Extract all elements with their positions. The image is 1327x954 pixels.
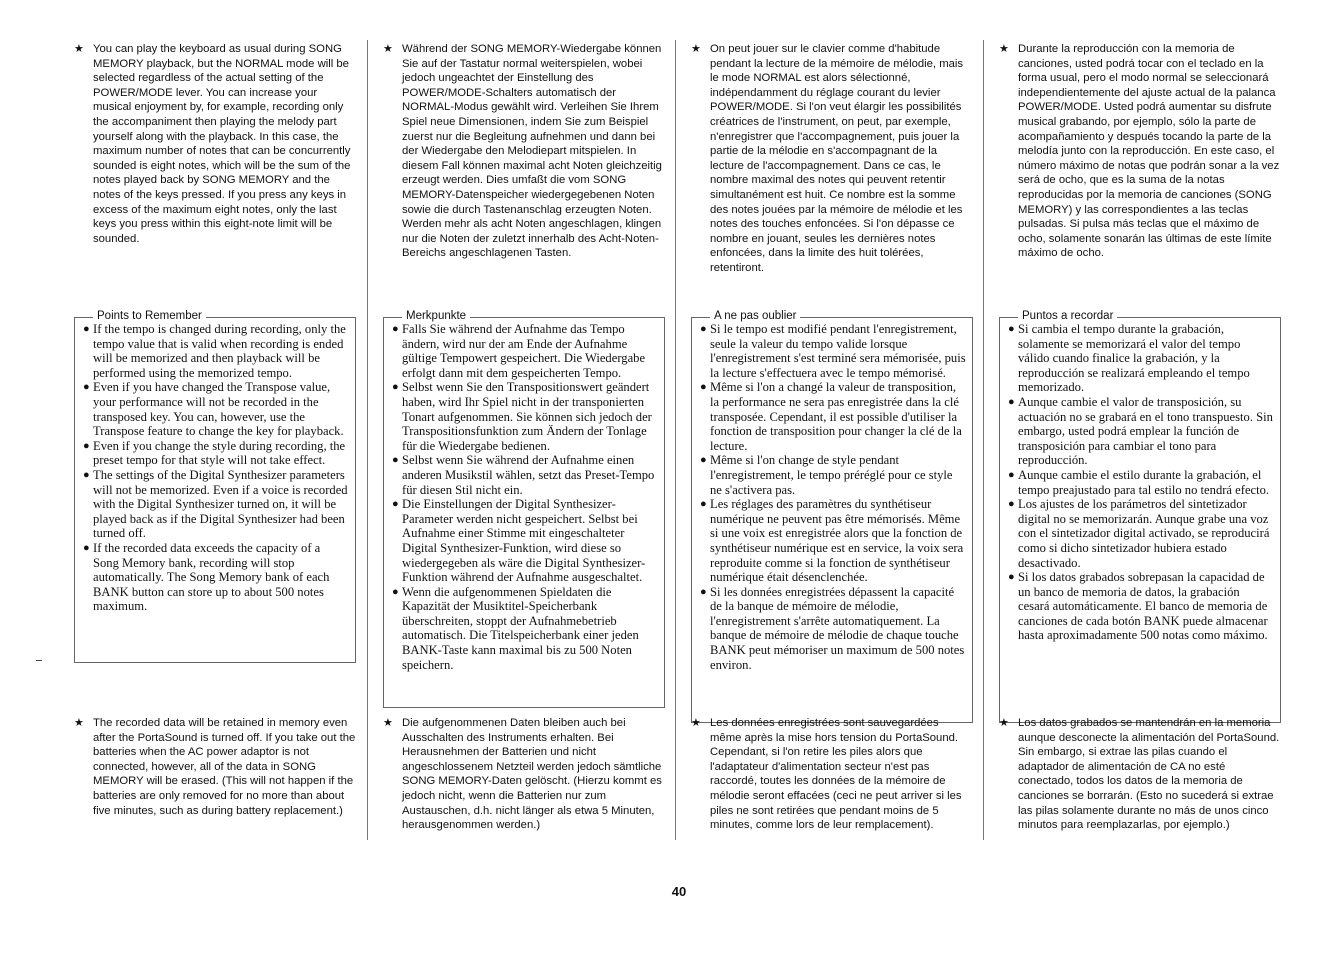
list-item: ● Selbst wenn Sie den Transpositionswert geändert haben, wird Ihr Spiel nicht in der transponierten Tonart aufgenommen. Sie können sich jedoch der Transpositionsfunktion zum Ändern der Tonlage für die Wiedergabe bedienen. — [392, 380, 652, 453]
column-divider — [367, 40, 368, 840]
list-item: ● Aunque cambie el valor de transposición, su actuación no se grabará en el tono transpuesto. Sin embargo, usted podrá emplear la función de transposición para cambiar el tono para reproducción. — [1008, 394, 1273, 468]
list-item: ● If the tempo is changed during recording, only the tempo value that is valid when recording is ended will be memorized and then playback will be performed using the memorized tempo. — [83, 322, 346, 380]
intro-paragraph — [74, 42, 356, 246]
list-item: ● Die Einstellungen der Digital Synthesizer-Parameter werden nicht gespeichert. Selbst bei Aufnahme einer Stimme mit eingeschalteter Digital Synthesizer-Funktion, wird diese so wiedergegeben als wäre die Digital Synthesizer-Funktion während der Aufnahme ausgeschaltet. — [392, 497, 646, 585]
outro-paragraph — [74, 716, 356, 818]
list-item: ● Even if you have changed the Transpose value, your performance will not be recorded in the transposed key. You can, however, use the Transpose feature to change the key for playback. — [83, 380, 344, 439]
bullet-icon: ● — [700, 585, 707, 598]
intro-paragraph — [691, 42, 973, 276]
list-item: ● Si cambia el tempo durante la grabación, solamente se memorizará el valor del tempo válido cuando finalice la grabación, y la reproducción se realizará empleando el tempo memorizado. — [1008, 322, 1250, 395]
star-icon: ★ — [383, 717, 393, 729]
points-list — [392, 322, 658, 672]
outro-text: The recorded data will be retained in memory even after the PortaSound is turned off. If you take out the batteries when the AC power adaptor is not connected, however, all of the data in SONG MEMORY will be erased. (This will not happen if the batteries are only removed for no more than about five minutes, such as during battery replacement.) — [93, 717, 356, 817]
bullet-icon: ● — [83, 541, 90, 554]
bullet-icon: ● — [392, 381, 399, 394]
points-box — [383, 310, 665, 708]
list-item: ● Même si l'on a changé la valeur de transposition, la performance ne sera pas enregistrée dans la clé transposée. Cependant, il est possible d'utiliser la fonction de transposition pour changer la clé de la lecture. — [700, 380, 962, 453]
list-item: ● Si les données enregistrées dépassent la capacité de la banque de mémoire de mélodie, l'enregistrement s'arrête automatiquement. La banque de mémoire de mélodie de chaque touche BANK peut mémoriser un maximum de 500 notes environ. — [700, 584, 965, 672]
margin-mark — [36, 660, 42, 661]
list-item: ● If the recorded data exceeds the capacity of a Song Memory bank, recording will stop automatically. The Song Memory bank of each BANK button can store up to about 500 notes maximum. — [83, 540, 330, 614]
bullet-icon: ● — [1008, 323, 1015, 335]
bullet-icon: ● — [83, 381, 90, 394]
bullet-icon: ● — [392, 323, 399, 335]
bullet-icon: ● — [700, 454, 707, 467]
outro-text: Die aufgenommenen Daten bleiben auch bei Ausschalten des Instruments erhalten. Bei Herausnehmen der Batterien und nicht angeschlossenem Netzteil werden jedoch sämtliche SONG MEMORY-Daten gelöscht. (Hierzu kommt es jedoch nicht, wenn die Batterien nur zum Austauschen, d.h. nicht länger als etwa 5 Minuten, herausgenommen werden.) — [402, 717, 662, 832]
intro-text: On peut jouer sur le clavier comme d'habitude pendant la lecture de la mémoire de mélodie, mais le mode NORMAL est alors sélectionné, indépendamment du réglage courant du levier POWER/MODE. Si l'on veut élargir les possibilités créatrices de l'instrument, on peut, par exemple, n'enregistrer que l'accompagnement, puis jouer la partie de la mélodie en s'accompagnant de la lecture de l'accompagnement. Dans ce cas, le nombre maximal des notes qui peuvent retentir simultanément est huit. Ce nombre est la somme des notes jouées par la mémoire de mélodie et les notes des touches enfoncées. Si l'on dépasse ce nombre en jouant, seules les dernières notes enfoncées, dans la limite des huit tolérées, retentiront. — [710, 43, 964, 274]
outro-paragraph — [999, 716, 1281, 833]
column-divider — [983, 40, 984, 840]
intro-paragraph — [999, 42, 1281, 261]
bullet-icon: ● — [83, 323, 90, 335]
points-list — [1008, 322, 1274, 643]
intro-text: Durante la reproducción con la memoria de canciones, usted podrá tocar con el teclado en la forma usual, pero el modo normal se seleccionará independientemente del ajuste actual de la palanca POWER/MODE. Usted podrá aumentar su disfrute musical grabando, por ejemplo, sólo la parte de acompañamiento y después tocando la parte de la melodía junto con la reproducción. En este caso, el número máximo de notas que podrán sonar a la vez será de ocho, que es la suma de la notas reproducidas por la memoria de canciones (SONG MEMORY) y las correspondientes a las teclas pulsadas. Si pulsa más teclas que el máximo de ocho, solamente sonarán las últimas de este límite máximo de ocho. — [1018, 43, 1280, 260]
star-icon: ★ — [999, 717, 1009, 729]
list-item: ● Si le tempo est modifié pendant l'enregistrement, seule la valeur du tempo valide lorsque l'enregistrement s'est terminé sera mémorisée, puis la lecture s'effectuera avec le tempo mémorisé. — [700, 322, 966, 380]
intro-text: You can play the keyboard as usual during SONG MEMORY playback, but the NORMAL mode will be selected regardless of the actual setting of the POWER/MODE lever. You can increase your musical enjoyment by, for example, recording only the accompaniment then playing the melody part yourself along with the playback. In this case, the maximum number of notes that can be concurrently sounded is eight notes, which will be the sum of the notes played back by SONG MEMORY and the notes of the keys pressed. If you press any keys in excess of the maximum eight notes, only the last keys you press within this eight-note limit will be sounded. — [93, 43, 351, 245]
list-item: ● Selbst wenn Sie während der Aufnahme einen anderen Musikstil wählen, setzt das Preset-Tempo für diesen Stil nicht ein. — [392, 453, 655, 497]
bullet-icon: ● — [1008, 395, 1015, 408]
list-item: ● Même si l'on change de style pendant l'enregistrement, le tempo préréglé pour ce style ne s'activera pas. — [700, 453, 953, 497]
bullet-icon: ● — [700, 323, 707, 335]
bullet-icon: ● — [700, 381, 707, 394]
list-item: ● Wenn die aufgenommenen Spieldaten die Kapazität der Musiktitel-Speicherbank überschreiten, stoppt der Aufnahmebetrieb automatisch. Die Titelspeicherbank einer jeden BANK-Taste kann maximal bis zu 500 Noten speichern. — [392, 584, 639, 672]
outro-text: Les données enregistrées sont sauvegardées même après la mise hors tension du PortaSound. Cependant, si l'on retire les piles alors que l'adaptateur d'alimentation secteur n'est pas raccordé, toutes les données de la mémoire de mélodie seront effacées (ceci ne peut arriver si les piles ne sont retirées que pendant moins de 5 minutes, comme lors de leur remplacement). — [710, 717, 962, 832]
points-box — [691, 310, 973, 723]
bullet-icon: ● — [1008, 498, 1015, 511]
box-title: Merkpunkte — [402, 309, 470, 323]
outro-text: Los datos grabados se mantendrán en la memoria aunque desconecte la alimentación del PortaSound. Sin embargo, si extrae las pilas cuando el adaptador de alimentación de CA no esté conectado, todos los datos de la memoria de canciones se borrarán. (Esto no sucederá si extrae las pilas solamente durante no más de unos cinco minutos para reemplazarlas, por ejemplo.) — [1018, 717, 1280, 832]
list-item: ● Si los datos grabados sobrepasan la capacidad de un banco de memoria de datos, la grabación cesará automáticamente. El banco de memoria de canciones de cada botón BANK puede almacenar hasta aproximadamente 500 notas como máximo. — [1008, 570, 1268, 643]
box-title: A ne pas oublier — [710, 309, 800, 323]
intro-text: Während der SONG MEMORY-Wiedergabe können Sie auf der Tastatur normal weiterspielen, wobei jedoch ungeachtet der Einstellung des POWER/MODE-Schalters automatisch der NORMAL-Modus gewählt wird. Verleihen Sie Ihrem Spiel neue Dimensionen, indem Sie zum Beispiel zuerst nur die Begleitung aufnehmen und dann bei der Wiedergabe den Melodiepart mitspielen. In diesem Fall können maximal acht Noten gleichzeitig erzeugt werden. Dies umfaßt die vom SONG MEMORY-Datenspeicher wiedergegebenen Noten sowie die durch Tastenanschlag erzeugten Noten. Werden mehr als acht Noten angeschlagen, klingen nur die Noten der zuletzt innerhalb des Acht-Noten-Bereichs angeschlagenen Tasten. — [402, 43, 662, 260]
points-box — [999, 310, 1281, 723]
list-item: ● Los ajustes de los parámetros del sintetizador digital no se memorizarán. Aunque grabe una voz con el sintetizador digital activado, se reproducirá como si dicho sintetizador hubiera estado desactivado. — [1008, 497, 1270, 570]
box-title: Points to Remember — [93, 309, 206, 323]
box-title: Puntos a recordar — [1018, 309, 1117, 323]
bullet-icon: ● — [392, 498, 399, 511]
star-icon: ★ — [74, 717, 84, 729]
bullet-icon: ● — [392, 585, 399, 598]
bullet-icon: ● — [1008, 468, 1015, 481]
list-item: ● The settings of the Digital Synthesizer parameters will not be memorized. Even if a voice is recorded with the Digital Synthesizer turned on, it will be played back as if the Digital Synthesizer had been turned off. — [83, 467, 348, 541]
list-item: ● Les réglages des paramètres du synthétiseur numérique ne peuvent pas être mémorisés. Même si une voix est enregistrée alors que la fonction de synthétiseur numérique est en service, la voix sera reproduite comme si la fonction de synthétiseur numérique était désenclenchée. — [700, 497, 964, 585]
star-icon: ★ — [383, 43, 393, 55]
star-icon: ★ — [691, 717, 701, 729]
points-box — [74, 310, 356, 663]
list-item: ● Even if you change the style during recording, the preset tempo for that style will not take effect. — [83, 438, 346, 468]
points-list — [83, 322, 349, 614]
points-list — [700, 322, 966, 672]
star-icon: ★ — [691, 43, 701, 55]
star-icon: ★ — [999, 43, 1009, 55]
bullet-icon: ● — [1008, 571, 1015, 584]
outro-paragraph — [691, 716, 973, 833]
star-icon: ★ — [74, 43, 84, 55]
bullet-icon: ● — [83, 468, 90, 481]
column-divider — [675, 40, 676, 840]
bullet-icon: ● — [83, 439, 90, 452]
outro-paragraph — [383, 716, 665, 833]
list-item: ● Falls Sie während der Aufnahme das Tempo ändern, wird nur der am Ende der Aufnahme gültige Tempowert gespeichert. Die Wiedergabe erfolgt dann mit dem gespeicherten Tempo. — [392, 322, 646, 380]
bullet-icon: ● — [700, 498, 707, 511]
page-number: 40 — [671, 884, 687, 899]
list-item: ● Aunque cambie el estilo durante la grabación, el tempo preajustado para tal estilo no tendrá efecto. — [1008, 467, 1270, 497]
bullet-icon: ● — [392, 454, 399, 467]
intro-paragraph — [383, 42, 665, 261]
